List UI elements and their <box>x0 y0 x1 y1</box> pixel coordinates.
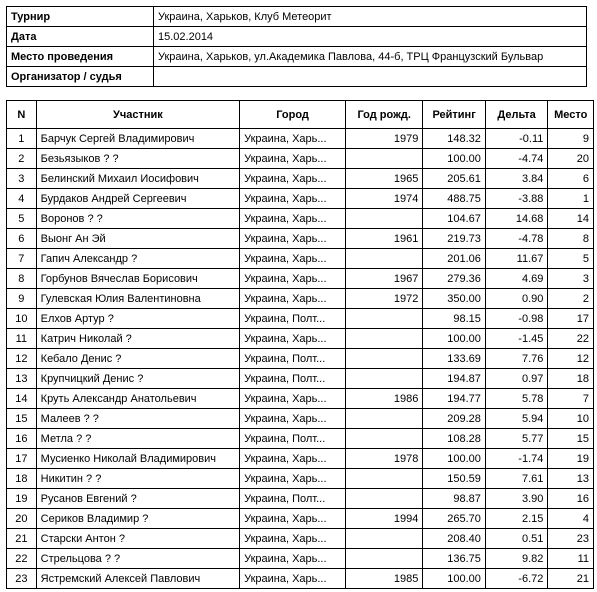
cell-birth-year <box>346 469 423 489</box>
table-row <box>7 409 594 429</box>
cell-delta: -1.45 <box>485 329 548 349</box>
cell-city: Украина, Харь... <box>240 149 346 169</box>
cell-participant: Гулевская Юлия Валентиновна <box>36 289 239 309</box>
cell-city: Украина, Харь... <box>240 569 346 589</box>
cell-rating: 350.00 <box>423 289 486 309</box>
cell-participant: Гапич Александр ? <box>36 249 239 269</box>
results-table <box>6 100 594 589</box>
cell-birth-year <box>346 209 423 229</box>
cell-delta: 0.51 <box>485 529 548 549</box>
cell-delta: 14.68 <box>485 209 548 229</box>
cell-participant: Безьязыков ? ? <box>36 149 239 169</box>
cell-rating: 488.75 <box>423 189 486 209</box>
cell-birth-year <box>346 149 423 169</box>
cell-rating: 98.15 <box>423 309 486 329</box>
cell-rating: 108.28 <box>423 429 486 449</box>
cell-rating: 100.00 <box>423 449 486 469</box>
table-row <box>7 509 594 529</box>
table-row <box>7 209 594 229</box>
cell-delta: 0.97 <box>485 369 548 389</box>
cell-place: 8 <box>548 229 594 249</box>
cell-place: 10 <box>548 409 594 429</box>
cell-city: Украина, Харь... <box>240 249 346 269</box>
info-value: Украина, Харьков, Клуб Метеорит <box>154 7 587 27</box>
cell-rating: 100.00 <box>423 149 486 169</box>
cell-place: 1 <box>548 189 594 209</box>
cell-number: 4 <box>7 189 37 209</box>
cell-number: 15 <box>7 409 37 429</box>
column-header-delta: Дельта <box>485 101 548 129</box>
cell-number: 2 <box>7 149 37 169</box>
table-row <box>7 329 594 349</box>
table-row <box>7 489 594 509</box>
cell-delta: 9.82 <box>485 549 548 569</box>
cell-delta: 3.84 <box>485 169 548 189</box>
cell-number: 8 <box>7 269 37 289</box>
cell-birth-year <box>346 529 423 549</box>
tournament-info-table <box>6 6 587 87</box>
cell-place: 4 <box>548 509 594 529</box>
cell-city: Украина, Харь... <box>240 509 346 529</box>
cell-place: 23 <box>548 529 594 549</box>
cell-participant: Крупчицкий Денис ? <box>36 369 239 389</box>
cell-delta: 3.90 <box>485 489 548 509</box>
table-row <box>7 249 594 269</box>
cell-participant: Воронов ? ? <box>36 209 239 229</box>
cell-birth-year <box>346 409 423 429</box>
cell-rating: 194.77 <box>423 389 486 409</box>
info-value <box>154 67 587 87</box>
cell-birth-year: 1961 <box>346 229 423 249</box>
cell-city: Украина, Полт... <box>240 349 346 369</box>
cell-place: 11 <box>548 549 594 569</box>
info-label: Турнир <box>7 7 154 27</box>
cell-rating: 208.40 <box>423 529 486 549</box>
cell-participant: Малеев ? ? <box>36 409 239 429</box>
cell-birth-year <box>346 349 423 369</box>
column-header-number: N <box>7 101 37 129</box>
cell-place: 12 <box>548 349 594 369</box>
cell-city: Украина, Харь... <box>240 529 346 549</box>
cell-delta: -6.72 <box>485 569 548 589</box>
info-value: Украина, Харьков, ул.Академика Павлова, 44-б, ТРЦ Французский Бульвар <box>154 47 587 67</box>
cell-number: 16 <box>7 429 37 449</box>
cell-birth-year: 1967 <box>346 269 423 289</box>
column-header-participant: Участник <box>36 101 239 129</box>
cell-city: Украина, Харь... <box>240 169 346 189</box>
cell-participant: Стрельцова ? ? <box>36 549 239 569</box>
cell-place: 15 <box>548 429 594 449</box>
cell-participant: Барчук Сергей Владимирович <box>36 129 239 149</box>
cell-number: 20 <box>7 509 37 529</box>
cell-place: 14 <box>548 209 594 229</box>
cell-place: 21 <box>548 569 594 589</box>
cell-rating: 100.00 <box>423 569 486 589</box>
cell-birth-year <box>346 309 423 329</box>
cell-participant: Русанов Евгений ? <box>36 489 239 509</box>
table-row <box>7 429 594 449</box>
cell-number: 14 <box>7 389 37 409</box>
cell-place: 2 <box>548 289 594 309</box>
table-row <box>7 169 594 189</box>
cell-rating: 148.32 <box>423 129 486 149</box>
cell-participant: Выонг Ан Эй <box>36 229 239 249</box>
info-row <box>7 47 587 67</box>
cell-delta: 5.78 <box>485 389 548 409</box>
table-row <box>7 369 594 389</box>
cell-delta: -4.74 <box>485 149 548 169</box>
cell-place: 20 <box>548 149 594 169</box>
cell-participant: Мусиенко Николай Владимирович <box>36 449 239 469</box>
table-row <box>7 189 594 209</box>
cell-birth-year <box>346 429 423 449</box>
cell-place: 18 <box>548 369 594 389</box>
cell-rating: 98.87 <box>423 489 486 509</box>
info-row <box>7 7 587 27</box>
cell-birth-year <box>346 549 423 569</box>
cell-participant: Белинский Михаил Иосифович <box>36 169 239 189</box>
cell-delta: 11.67 <box>485 249 548 269</box>
cell-birth-year <box>346 489 423 509</box>
cell-place: 22 <box>548 329 594 349</box>
cell-rating: 150.59 <box>423 469 486 489</box>
cell-birth-year <box>346 369 423 389</box>
cell-participant: Ястремский Алексей Павлович <box>36 569 239 589</box>
table-row <box>7 149 594 169</box>
info-label: Дата <box>7 27 154 47</box>
cell-delta: 5.94 <box>485 409 548 429</box>
cell-delta: 0.90 <box>485 289 548 309</box>
cell-place: 6 <box>548 169 594 189</box>
cell-rating: 133.69 <box>423 349 486 369</box>
cell-participant: Сериков Владимир ? <box>36 509 239 529</box>
cell-city: Украина, Харь... <box>240 329 346 349</box>
cell-city: Украина, Харь... <box>240 549 346 569</box>
cell-number: 9 <box>7 289 37 309</box>
cell-number: 17 <box>7 449 37 469</box>
cell-city: Украина, Харь... <box>240 409 346 429</box>
table-row <box>7 229 594 249</box>
cell-delta: 7.61 <box>485 469 548 489</box>
cell-birth-year <box>346 329 423 349</box>
cell-delta: 5.77 <box>485 429 548 449</box>
cell-number: 23 <box>7 569 37 589</box>
cell-birth-year: 1978 <box>346 449 423 469</box>
cell-delta: -4.78 <box>485 229 548 249</box>
cell-city: Украина, Харь... <box>240 229 346 249</box>
cell-city: Украина, Харь... <box>240 389 346 409</box>
table-row <box>7 529 594 549</box>
cell-birth-year: 1979 <box>346 129 423 149</box>
cell-birth-year: 1974 <box>346 189 423 209</box>
column-header-city: Город <box>240 101 346 129</box>
cell-rating: 205.61 <box>423 169 486 189</box>
cell-city: Украина, Харь... <box>240 189 346 209</box>
info-label: Место проведения <box>7 47 154 67</box>
cell-number: 22 <box>7 549 37 569</box>
cell-number: 19 <box>7 489 37 509</box>
cell-number: 21 <box>7 529 37 549</box>
cell-participant: Старски Антон ? <box>36 529 239 549</box>
results-header-row <box>7 101 594 129</box>
info-row <box>7 27 587 47</box>
cell-number: 6 <box>7 229 37 249</box>
cell-place: 16 <box>548 489 594 509</box>
table-row <box>7 269 594 289</box>
cell-birth-year: 1985 <box>346 569 423 589</box>
cell-city: Украина, Харь... <box>240 129 346 149</box>
cell-birth-year: 1972 <box>346 289 423 309</box>
cell-participant: Катрич Николай ? <box>36 329 239 349</box>
table-row <box>7 129 594 149</box>
table-row <box>7 389 594 409</box>
cell-delta: -3.88 <box>485 189 548 209</box>
cell-place: 3 <box>548 269 594 289</box>
results-body <box>7 129 594 589</box>
cell-participant: Круть Александр Анатольевич <box>36 389 239 409</box>
cell-rating: 136.75 <box>423 549 486 569</box>
table-row <box>7 349 594 369</box>
cell-participant: Елхов Артур ? <box>36 309 239 329</box>
cell-birth-year: 1986 <box>346 389 423 409</box>
table-row <box>7 549 594 569</box>
cell-number: 1 <box>7 129 37 149</box>
cell-rating: 209.28 <box>423 409 486 429</box>
cell-city: Украина, Харь... <box>240 469 346 489</box>
table-row <box>7 289 594 309</box>
cell-city: Украина, Харь... <box>240 209 346 229</box>
cell-delta: -1.74 <box>485 449 548 469</box>
cell-birth-year: 1994 <box>346 509 423 529</box>
cell-rating: 219.73 <box>423 229 486 249</box>
cell-participant: Кебало Денис ? <box>36 349 239 369</box>
cell-number: 3 <box>7 169 37 189</box>
cell-place: 19 <box>548 449 594 469</box>
info-label: Организатор / судья <box>7 67 154 87</box>
cell-delta: 2.15 <box>485 509 548 529</box>
cell-number: 12 <box>7 349 37 369</box>
cell-rating: 104.67 <box>423 209 486 229</box>
cell-number: 7 <box>7 249 37 269</box>
tournament-info-body <box>7 7 587 87</box>
cell-number: 18 <box>7 469 37 489</box>
cell-place: 9 <box>548 129 594 149</box>
cell-number: 10 <box>7 309 37 329</box>
cell-participant: Горбунов Вячеслав Борисович <box>36 269 239 289</box>
table-row <box>7 449 594 469</box>
cell-city: Украина, Харь... <box>240 269 346 289</box>
info-row <box>7 67 587 87</box>
table-row <box>7 569 594 589</box>
cell-rating: 194.87 <box>423 369 486 389</box>
column-header-place: Место <box>548 101 594 129</box>
cell-rating: 265.70 <box>423 509 486 529</box>
cell-birth-year <box>346 249 423 269</box>
cell-birth-year: 1965 <box>346 169 423 189</box>
cell-place: 13 <box>548 469 594 489</box>
cell-number: 13 <box>7 369 37 389</box>
cell-place: 7 <box>548 389 594 409</box>
column-header-birth-year: Год рожд. <box>346 101 423 129</box>
cell-number: 5 <box>7 209 37 229</box>
cell-rating: 279.36 <box>423 269 486 289</box>
cell-delta: 7.76 <box>485 349 548 369</box>
cell-participant: Метла ? ? <box>36 429 239 449</box>
cell-delta: -0.11 <box>485 129 548 149</box>
cell-city: Украина, Полт... <box>240 429 346 449</box>
info-value: 15.02.2014 <box>154 27 587 47</box>
column-header-rating: Рейтинг <box>423 101 486 129</box>
cell-city: Украина, Харь... <box>240 449 346 469</box>
cell-city: Украина, Полт... <box>240 489 346 509</box>
cell-city: Украина, Полт... <box>240 309 346 329</box>
cell-delta: 4.69 <box>485 269 548 289</box>
cell-number: 11 <box>7 329 37 349</box>
cell-city: Украина, Харь... <box>240 289 346 309</box>
table-row <box>7 309 594 329</box>
cell-rating: 201.06 <box>423 249 486 269</box>
cell-place: 5 <box>548 249 594 269</box>
cell-rating: 100.00 <box>423 329 486 349</box>
cell-participant: Никитин ? ? <box>36 469 239 489</box>
cell-place: 17 <box>548 309 594 329</box>
table-row <box>7 469 594 489</box>
cell-delta: -0.98 <box>485 309 548 329</box>
cell-city: Украина, Полт... <box>240 369 346 389</box>
cell-participant: Бурдаков Андрей Сергеевич <box>36 189 239 209</box>
